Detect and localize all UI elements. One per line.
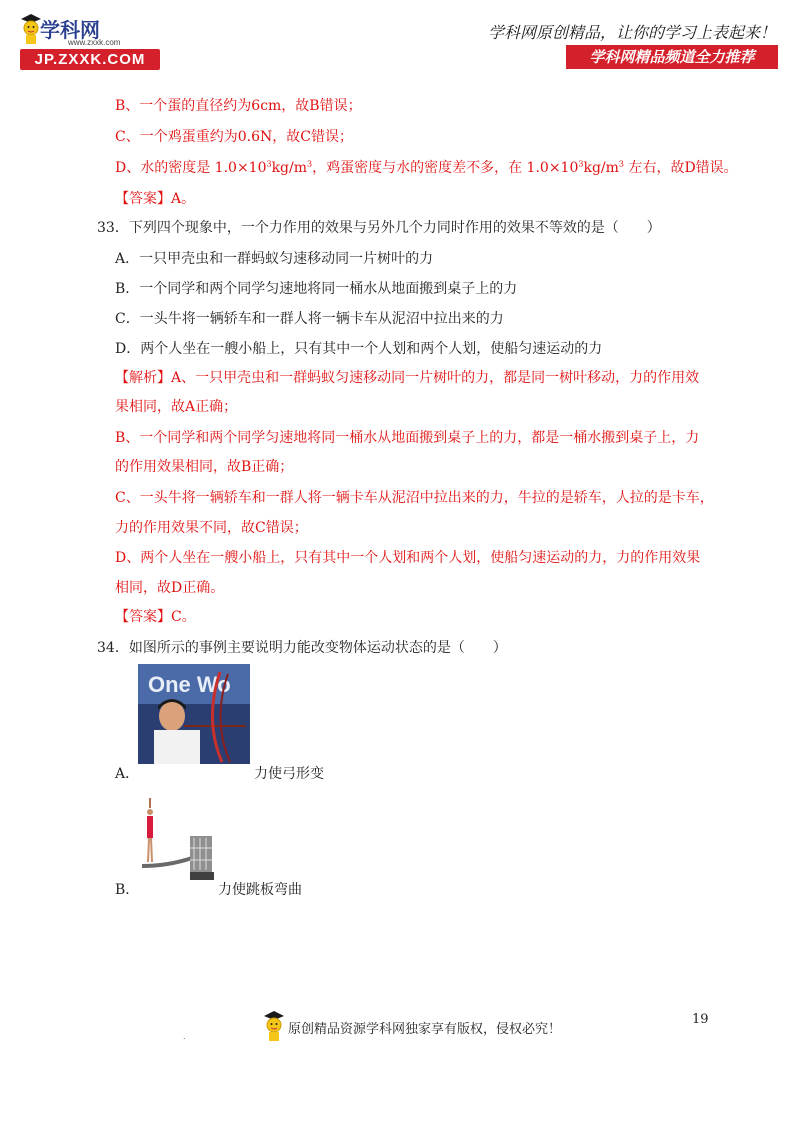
q33-analysis-line: B、一个同学和两个同学匀速地将同一桶水从地面搬到桌子上的力，都是一桶水搬到桌子上，力 <box>115 430 700 446</box>
prev-option-d: D、水的密度是 $1.0\times 10^3kg/m^3$，鸡蛋密度与水的密度差不多，在 $1.0\times 10^3kg/m^3$ 左右，故D错误。 <box>115 159 738 176</box>
mascot-icon <box>262 1010 286 1042</box>
diver-image <box>138 796 216 880</box>
q34-option-a-label: A． <box>115 766 140 782</box>
q33-analysis-line: 力的作用效果不同，故C错误； <box>115 520 308 536</box>
header-slogan: 学科网原创精品，让你的学习上表起来！ <box>487 23 776 42</box>
q33-option-d: D．两个人坐在一艘小船上，只有其中一个人划和两个人划，使船匀速运动的力 <box>115 341 603 357</box>
q33-analysis-line: 果相同，故A正确； <box>115 399 238 415</box>
q34-option-b-label: B． <box>115 882 140 898</box>
copyright-notice: 原创精品资源学科网独家享有版权，侵权必究！ <box>288 1022 562 1037</box>
q33-analysis-line: 【解析】A、一只甲壳虫和一群蚂蚁匀速移动同一片树叶的力，都是同一树叶移动，力的作用效 <box>115 370 700 386</box>
q33-answer: 【答案】C。 <box>115 609 196 625</box>
archer-image <box>138 664 250 764</box>
q33-analysis-line: 的作用效果相同，故B正确； <box>115 459 294 475</box>
mascot-icon <box>20 12 42 46</box>
q34-option-a-text: 力使弓形变 <box>254 766 324 782</box>
archer-image-backdrop-text: One Wo <box>148 672 231 697</box>
logo-subtitle: www.zxxk.com <box>68 38 121 47</box>
q33-option-b: B．一个同学和两个同学匀速地将同一桶水从地面搬到桌子上的力 <box>115 281 518 297</box>
q34-option-b-text: 力使跳板弯曲 <box>218 882 302 898</box>
q33-option-c: C．一头牛将一辆轿车和一群人将一辆卡车从泥沼中拉出来的力 <box>115 311 504 327</box>
q33-analysis-line: C、一头牛将一辆轿车和一群人将一辆卡车从泥沼中拉出来的力，牛拉的是轿车，人拉的是卡车， <box>115 490 714 506</box>
prev-option-c: C、一个鸡蛋重约为0.6N，故C错误； <box>115 129 353 145</box>
page-number: 19 <box>692 1012 709 1027</box>
prev-option-b: B、一个蛋的直径约为6cm，故B错误； <box>115 98 362 114</box>
q33-analysis-line: D、两个人坐在一艘小船上，只有其中一个人划和两个人划，使船匀速运动的力，力的作用效果 <box>115 550 701 566</box>
q33-option-a: A．一只甲壳虫和一群蚂蚁匀速移动同一片树叶的力 <box>115 251 434 267</box>
prev-answer: 【答案】A。 <box>115 191 196 207</box>
channel-banner[interactable]: 学科网精品频道全力推荐 <box>566 45 778 69</box>
q33-analysis-line: 相同，故D正确。 <box>115 580 225 596</box>
logo-domain: JP.ZXXK.COM <box>20 49 160 70</box>
site-logo[interactable] <box>20 12 160 72</box>
footer-dot: . <box>183 1032 186 1041</box>
logo-title: 学科网 <box>40 18 100 42</box>
q34-stem: 34．如图所示的事例主要说明力能改变物体运动状态的是（ ） <box>97 640 507 656</box>
q33-stem: 33．下列四个现象中，一个力作用的效果与另外几个力同时作用的效果不等效的是（ ） <box>97 220 661 236</box>
